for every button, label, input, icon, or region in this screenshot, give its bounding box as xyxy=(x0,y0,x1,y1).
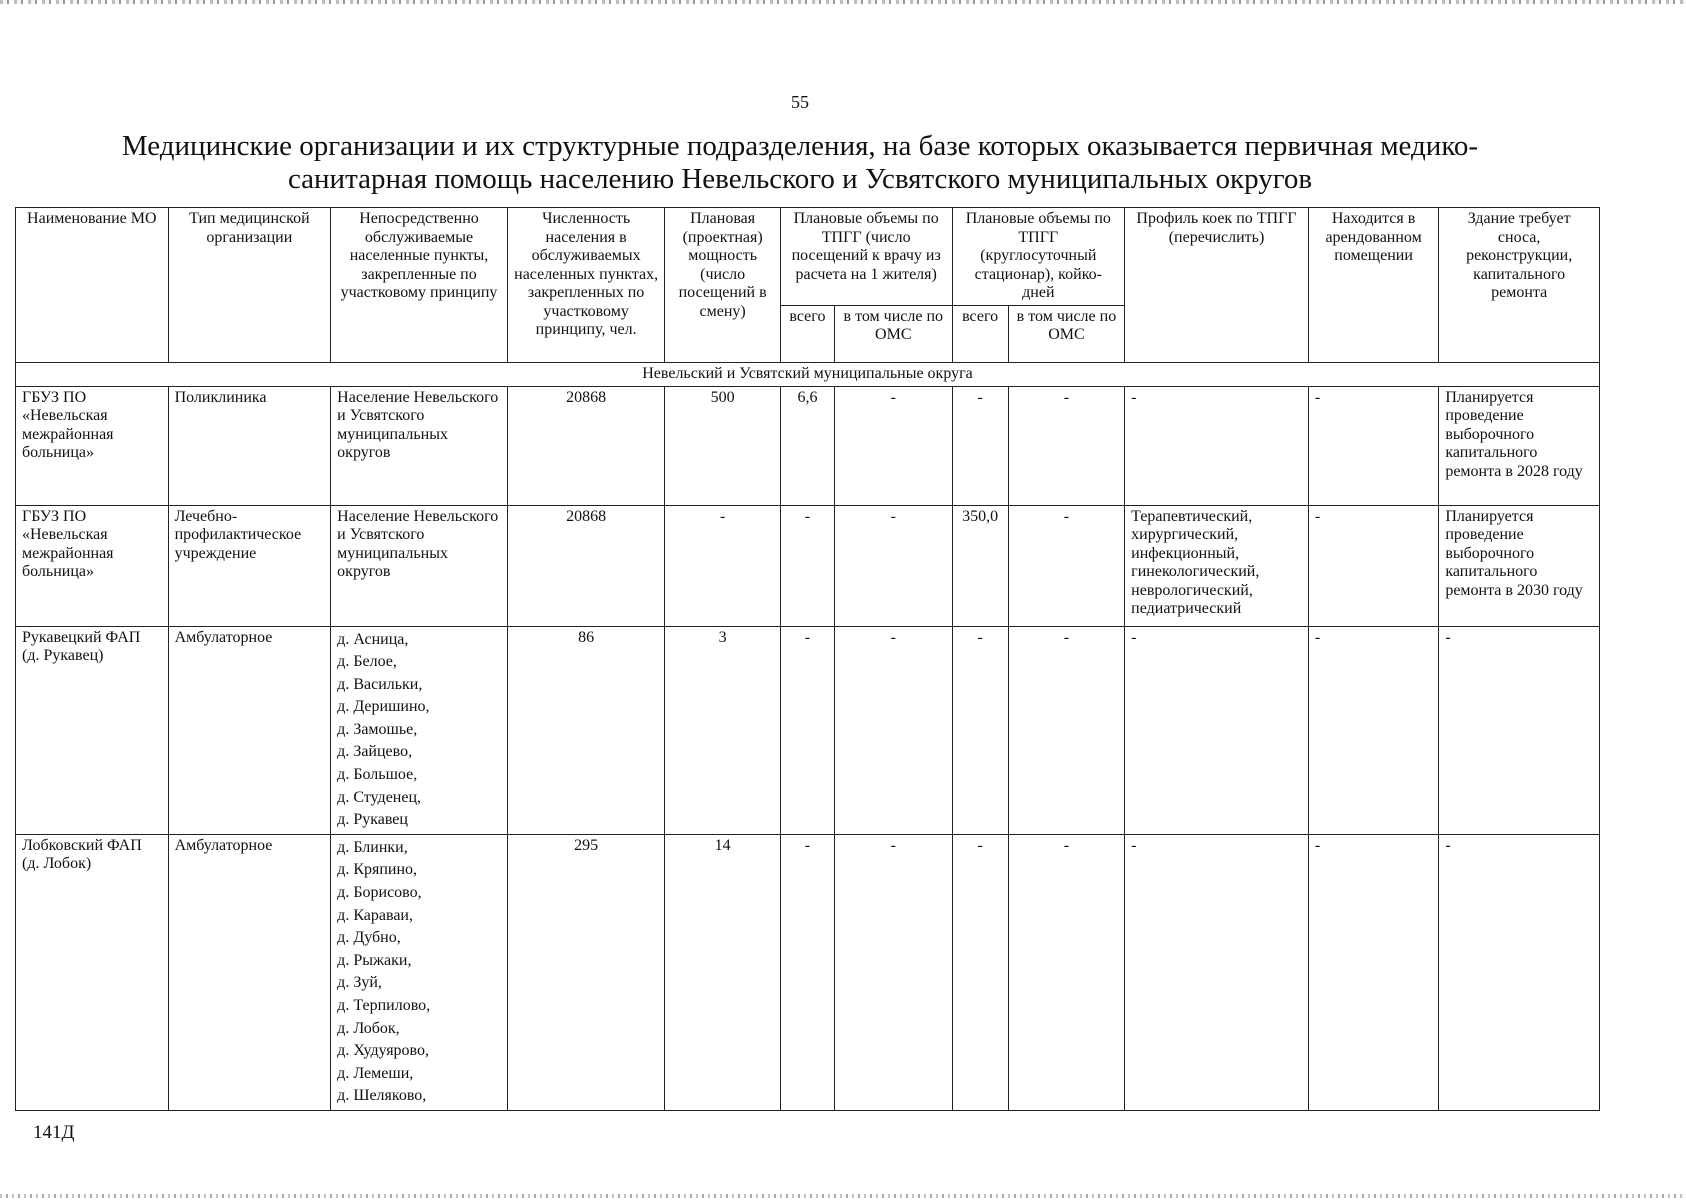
header-tpgg-beds: Плановые объемы по ТПГГ (круглосуточный стационар), койко-дней xyxy=(952,208,1125,306)
table-row xyxy=(16,626,1600,834)
cell-type: Лечебно-профилактическое учреждение xyxy=(168,505,331,626)
cell-settlements xyxy=(331,626,508,834)
scan-edge-bottom xyxy=(0,1194,1686,1198)
cell-profile: Терапевтический, хирургический, инфекционный, гинекологический, неврологический, педиатрический xyxy=(1125,505,1309,626)
cell-settlements xyxy=(331,834,508,1110)
cell-profile: - xyxy=(1125,834,1309,1110)
title-line-1: Медицинские организации и их структурные подразделения, на базе которых оказывается первичная медико- xyxy=(121,130,1479,162)
cell-population: 295 xyxy=(507,834,665,1110)
settlement-item: д. Караваи, xyxy=(337,906,413,924)
settlement-item: д. Рыжаки, xyxy=(337,951,412,969)
cell-beds-total: 350,0 xyxy=(952,505,1008,626)
settlement-item: д. Рукавец xyxy=(337,811,408,829)
header-population: Численность населения в обслуживаемых населенных пунктах, закрепленных по участковому принципу, чел. xyxy=(507,208,665,363)
settlement-item: д. Деришино, xyxy=(337,698,430,716)
cell-settlements: Население Невельского и Усвятского муниципальных округов xyxy=(331,386,508,505)
header-name: Наименование МО xyxy=(16,208,169,363)
cell-type: Амбулаторное xyxy=(168,834,331,1110)
cell-beds-oms: - xyxy=(1008,626,1124,834)
header-profile: Профиль коек по ТПГГ (перечислить) xyxy=(1125,208,1309,363)
cell-population: 20868 xyxy=(507,386,665,505)
cell-repair: - xyxy=(1439,834,1600,1110)
settlement-item: д. Асница, xyxy=(337,630,409,648)
cell-population: 86 xyxy=(507,626,665,834)
cell-beds-total: - xyxy=(952,626,1008,834)
page-number: 55 xyxy=(791,92,809,112)
settlement-item: д. Шеляково, xyxy=(337,1087,427,1105)
cell-repair: Планируется проведение выборочного капитального ремонта в 2028 году xyxy=(1439,386,1600,505)
header-visits-total: всего xyxy=(780,305,834,363)
cell-capacity: - xyxy=(665,505,780,626)
cell-capacity: 14 xyxy=(665,834,780,1110)
cell-visits-total: - xyxy=(780,834,834,1110)
cell-name: ГБУЗ ПО «Невельская межрайонная больница» xyxy=(16,386,169,505)
header-row-1 xyxy=(16,208,1600,306)
header-tpgg-visits: Плановые объемы по ТПГГ (число посещений к врачу из расчета на 1 жителя) xyxy=(780,208,952,306)
cell-type: Амбулаторное xyxy=(168,626,331,834)
cell-repair: Планируется проведение выборочного капитального ремонта в 2030 году xyxy=(1439,505,1600,626)
section-row xyxy=(16,363,1600,387)
settlement-item: д. Терпилово, xyxy=(337,997,431,1014)
table-row xyxy=(16,505,1600,626)
settlement-item: д. Васильки, xyxy=(337,675,423,693)
settlement-item: д. Худуярово, xyxy=(337,1042,429,1060)
section-title: Невельский и Усвятский муниципальные округа xyxy=(16,363,1600,387)
organizations-table xyxy=(15,207,1600,1111)
header-beds-total: всего xyxy=(952,305,1008,363)
settlement-item: д. Дубно, xyxy=(337,929,401,947)
cell-name: ГБУЗ ПО «Невельская межрайонная больница» xyxy=(16,505,169,626)
settlement-item: д. Лемеши, xyxy=(337,1064,414,1082)
settlement-item: д. Студенец, xyxy=(337,788,422,806)
title-line-2: санитарная помощь населению Невельского и Усвятского муниципальных округов xyxy=(287,163,1313,195)
cell-repair: - xyxy=(1439,626,1600,834)
settlement-item: д. Зайцево, xyxy=(337,743,413,761)
table-row xyxy=(16,834,1600,1110)
cell-name: Рукавецкий ФАП (д. Рукавец) xyxy=(16,626,169,834)
cell-rented: - xyxy=(1308,386,1438,505)
settlement-item: д. Замошье, xyxy=(337,720,418,738)
cell-visits-oms: - xyxy=(835,505,952,626)
cell-visits-total: - xyxy=(780,505,834,626)
cell-visits-oms: - xyxy=(835,386,952,505)
cell-visits-oms: - xyxy=(835,626,952,834)
cell-beds-oms: - xyxy=(1008,834,1124,1110)
cell-capacity: 500 xyxy=(665,386,780,505)
header-beds-oms: в том числе по ОМС xyxy=(1008,305,1124,363)
cell-rented: - xyxy=(1308,626,1438,834)
settlement-item: д. Большое, xyxy=(337,766,418,784)
cell-beds-total: - xyxy=(952,386,1008,505)
cell-capacity: 3 xyxy=(665,626,780,834)
cell-rented: - xyxy=(1308,834,1438,1110)
header-repair: Здание требует сноса, реконструкции, капитального ремонта xyxy=(1439,208,1600,363)
settlement-item: д. Блинки, xyxy=(337,838,408,856)
table-row xyxy=(16,386,1600,505)
settlement-item: д. Кряпино, xyxy=(337,861,418,879)
header-type: Тип медицинской организации xyxy=(168,208,331,363)
settlement-item: д. Борисово, xyxy=(337,884,422,902)
header-settlements: Непосредственно обслуживаемые населенные пункты, закрепленные по участковому принципу xyxy=(331,208,508,363)
cell-visits-total: - xyxy=(780,626,834,834)
cell-profile: - xyxy=(1125,386,1309,505)
settlement-item: д. Зуй, xyxy=(337,974,382,992)
cell-beds-oms: - xyxy=(1008,505,1124,626)
cell-beds-total: - xyxy=(952,834,1008,1110)
header-rented: Находится в арендованном помещении xyxy=(1308,208,1438,363)
cell-type: Поликлиника xyxy=(168,386,331,505)
cell-population: 20868 xyxy=(507,505,665,626)
settlement-item: д. Лобок, xyxy=(337,1019,400,1037)
header-capacity: Плановая (проектная) мощность (число посещений в смену) xyxy=(665,208,780,363)
cell-profile: - xyxy=(1125,626,1309,834)
cell-visits-total: 6,6 xyxy=(780,386,834,505)
cell-rented: - xyxy=(1308,505,1438,626)
page-title xyxy=(40,130,1560,196)
scan-edge-top xyxy=(0,0,1686,4)
document-code: 141Д xyxy=(33,1122,75,1143)
cell-name: Лобковский ФАП (д. Лобок) xyxy=(16,834,169,1110)
cell-beds-oms: - xyxy=(1008,386,1124,505)
settlement-item: д. Белое, xyxy=(337,653,397,671)
cell-settlements: Население Невельского и Усвятского муниципальных округов xyxy=(331,505,508,626)
cell-visits-oms: - xyxy=(835,834,952,1110)
header-visits-oms: в том числе по ОМС xyxy=(835,305,952,363)
